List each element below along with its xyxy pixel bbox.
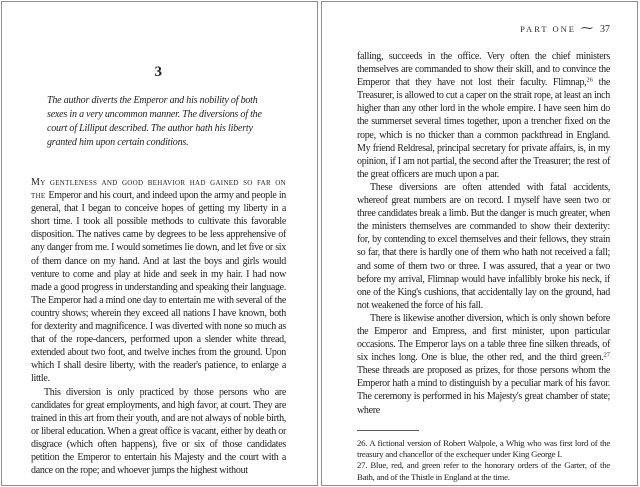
chapter-epigraph: The author diverts the Emperor and his nobility of both sexes in a very uncommon manner. The diversions of the court of Lilliput described. The author hath his liberty granted him upon certain conditions. [47, 95, 262, 148]
right-page [321, 1, 638, 486]
text-run: This diversion is only practiced by those persons who are candidates for great employments, and high favor, at court. They are trained in this art from their youth, and are not always of noble birth, or liberal education. When a great office is vacant, either by death or disgrace (which often happens), five or six of those candidates petition the Emperor to entertain his Majesty and the court with a dance on the rope; and whoever jumps the highest without [31, 386, 286, 477]
footnote-item: 26. A fictional version of Robert Walpole, a Whig who was first lord of the treasury and chancellor of the exchequer under King George I. [357, 437, 610, 460]
page-header [357, 21, 610, 36]
paragraph [31, 386, 286, 478]
footnote-ref: 26 [586, 76, 593, 84]
footnotes [357, 438, 610, 484]
text-run: Emperor and his court, and indeed upon the army and people in general, that I began to conceive hopes of getting my liberty in a short time. I took all possible methods to cultivate this favorable disposition. The natives came by degrees to be less apprehensive of any danger from me. I would sometimes lie down, and let five or six of them dance on my hand. And at last the boys and girls would venture to come and play at hide and seek in my hair. I had now made a good progress in understanding and speaking their language. The Emperor had a mind one day to entertain me with several of the country shows; wherein they exceed all nations I have known, both for dexterity and magnificence. I was diverted with none so much as that of the rope-dancers, performed upon a slender white thread, extended about two foot, and twelve inches from the ground. Upon which I shall desire liberty, with the reader's patience, to enlarge a little. [31, 190, 286, 385]
paragraph [357, 181, 610, 312]
paragraph [31, 176, 286, 386]
left-page [1, 1, 318, 486]
small-caps-lead: My gentleness and good behavior had gained so far on the [31, 177, 286, 202]
header-ornament-icon: ⁓ [581, 21, 593, 35]
left-page-body [31, 176, 286, 477]
text-run: These diversions are often attended with fatal accidents, whereof great numbers are on record. I myself have seen two or three candidates break a limb. But the danger is much greater, when the ministers themselves are commanded to show their dexterity: for, by contending to excel themselves and their fellows, they strain so far, that there is hardly one of them who hath not received a fall; and some of them two or three. I was assured, that a year or two before my arrival, Flimnap would have infallibly broke his neck, if one of the King's cushions, that accidentally lay on the ground, had not weakened the force of his fall. [357, 181, 610, 311]
paragraph [357, 312, 610, 417]
text-run: These threads are proposed as prizes, for those persons whom the Emperor hath a mind to distinguish by a peculiar mark of his favor. The ceremony is performed in his Majesty's great chamber of state; where [357, 365, 610, 416]
chapter-number: 3 [154, 64, 163, 80]
text-run: the Treasurer, is allowed to cut a caper on the strait rope, at least an inch higher than any other lord in the whole empire. I have seen him do the summerset several times together, upon a trencher fixed on the rope, which is no thicker than a common packthread in England. My friend Reldresal, principal secretary for private affairs, is, in my opinion, if I am not partial, the second after the Treasurer; the rest of the great officers are much upon a par. [357, 77, 610, 180]
text-run: falling, succeeds in the office. Very often the chief ministers themselves are commanded to show their skill, and to convince the Emperor that they have not lost their faculty. Flimnap, [357, 51, 610, 89]
part-label: PART ONE [520, 24, 576, 34]
right-page-body [357, 50, 610, 417]
footnote-item: 27. Blue, red, and green refer to the honorary orders of the Garter, of the Bath, and of the Thistle in England at the time. [357, 460, 610, 482]
text-run: There is likewise another diversion, which is only shown before the Emperor and Empress, and first minister, upon particular occasions. The Emperor lays on a table three fine silken threads, of six inches long. One is blue, the other red, and the third green. [357, 312, 610, 364]
paragraph [357, 50, 610, 181]
footnote-rule [357, 430, 419, 431]
page-number: 37 [600, 24, 610, 35]
footnote-ref: 27 [603, 351, 610, 359]
